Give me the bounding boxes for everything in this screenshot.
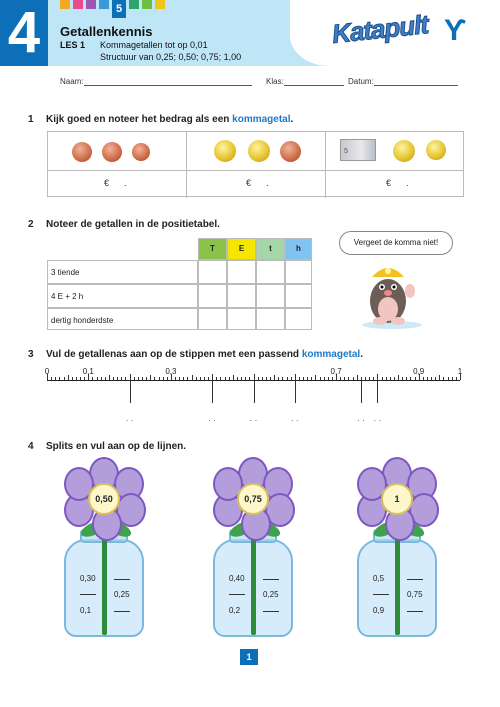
number-line-tick xyxy=(138,377,139,380)
flower-center-value: 0,50 xyxy=(88,483,120,515)
question-text: Kijk goed en noteer het bedrag als een xyxy=(46,114,230,125)
number-line-tick xyxy=(233,375,234,380)
lesson-tab: 5 xyxy=(112,0,126,18)
coin-icon xyxy=(132,143,150,161)
number-line-tick xyxy=(386,377,387,380)
number-line-tick xyxy=(398,375,399,380)
speech-bubble: Vergeet de komma niet! xyxy=(339,231,453,255)
page-header xyxy=(0,0,500,66)
lesson-subtitle-2: Structuur van 0,25; 0,50; 0,75; 1,00 xyxy=(100,52,242,62)
number-line-tick xyxy=(443,377,444,380)
answer-line[interactable] xyxy=(114,606,130,612)
number-line-tick xyxy=(97,377,98,380)
number-line-arrow xyxy=(212,381,213,403)
number-line-arrow xyxy=(361,381,362,403)
number-line-tick xyxy=(204,377,205,380)
position-answer-cell[interactable] xyxy=(256,308,285,330)
number-line-tick xyxy=(72,377,73,380)
number-line-label: 0,1 xyxy=(82,367,94,376)
flower-vase xyxy=(205,461,301,646)
answer-line[interactable] xyxy=(80,589,96,595)
number-line-tick xyxy=(274,375,275,380)
answer-line[interactable] xyxy=(263,574,279,580)
question-number: 1 xyxy=(28,114,34,125)
position-answer-cell[interactable] xyxy=(198,284,227,308)
answer-dots[interactable]: . . xyxy=(125,413,134,423)
flower-center-value: 1 xyxy=(381,483,413,515)
mole-mascot-icon xyxy=(358,257,426,329)
number-line-tick xyxy=(340,377,341,380)
split-value-top: 0,5 xyxy=(373,574,385,583)
position-answer-cell[interactable] xyxy=(256,260,285,284)
position-header: h xyxy=(285,238,312,260)
question-text: Noteer de getallen in de positietabel. xyxy=(46,219,220,230)
number-line-tick xyxy=(382,377,383,380)
punctuation: . xyxy=(290,114,294,125)
number-line-tick xyxy=(154,377,155,380)
number-line-tick xyxy=(245,377,246,380)
number-line-tick xyxy=(291,377,292,380)
lesson-tab xyxy=(60,0,70,9)
date-label: Datum: xyxy=(348,77,374,86)
number-line-tick xyxy=(159,377,160,380)
number-line-tick xyxy=(208,377,209,380)
number-line-tick xyxy=(266,377,267,380)
number-line-tick xyxy=(439,375,440,380)
split-value-bottom: 0,9 xyxy=(373,606,385,615)
question-number: 2 xyxy=(28,219,34,230)
number-line-tick xyxy=(229,377,230,380)
split-value-mid: 0,75 xyxy=(407,590,423,599)
question-2 xyxy=(28,219,220,230)
number-line-tick xyxy=(237,377,238,380)
number-line-tick xyxy=(348,377,349,380)
page-title: Getallenkennis xyxy=(60,24,153,39)
number-line-tick xyxy=(109,375,110,380)
number-line-tick xyxy=(68,375,69,380)
number-line-tick xyxy=(415,377,416,380)
name-label: Naam: xyxy=(60,77,84,86)
number-line-tick xyxy=(452,377,453,380)
number-line-tick xyxy=(390,377,391,380)
position-answer-cell[interactable] xyxy=(227,308,256,330)
position-answer-cell[interactable] xyxy=(227,260,256,284)
keyword: kommagetal xyxy=(301,349,361,360)
number-line-tick xyxy=(353,377,354,380)
keyword: kommagetal xyxy=(232,114,291,125)
answer-line[interactable] xyxy=(407,606,423,612)
class-field[interactable] xyxy=(266,77,344,86)
position-answer-cell[interactable] xyxy=(198,260,227,284)
position-header: T xyxy=(198,238,227,260)
answer-line[interactable] xyxy=(263,606,279,612)
number-line-tick xyxy=(258,377,259,380)
number-line-tick xyxy=(167,377,168,380)
number-line-tick xyxy=(59,377,60,380)
euro-answer-1[interactable]: € . xyxy=(104,178,127,188)
coin-icon xyxy=(393,140,415,162)
lesson-tab xyxy=(73,0,83,9)
answer-line[interactable] xyxy=(114,574,130,580)
number-line-tick xyxy=(51,377,52,380)
number-line-tick xyxy=(410,377,411,380)
number-line-tick xyxy=(377,374,378,380)
split-value-top: 0,40 xyxy=(229,574,245,583)
position-answer-cell[interactable] xyxy=(227,284,256,308)
number-line-tick xyxy=(299,377,300,380)
slingshot-icon: Ƴ xyxy=(444,14,468,47)
number-line-tick xyxy=(295,374,296,380)
number-line-tick xyxy=(125,377,126,380)
lesson-tab xyxy=(129,0,139,9)
name-field[interactable] xyxy=(60,77,252,86)
number-line-tick xyxy=(200,377,201,380)
number-line-tick xyxy=(448,377,449,380)
chapter-number: 4 xyxy=(7,0,41,65)
position-answer-cell[interactable] xyxy=(285,308,312,330)
number-line-tick xyxy=(130,374,131,380)
number-line-tick xyxy=(183,377,184,380)
question-number: 4 xyxy=(28,441,34,452)
position-answer-cell[interactable] xyxy=(285,260,312,284)
answer-line[interactable] xyxy=(229,589,245,595)
number-line-tick xyxy=(262,377,263,380)
class-label: Klas: xyxy=(266,77,284,86)
question-text: Splits en vul aan op de lijnen. xyxy=(46,441,187,452)
position-answer-cell[interactable] xyxy=(285,284,312,308)
answer-dots[interactable]: . . xyxy=(249,413,258,423)
punctuation: . xyxy=(360,349,363,360)
number-line-tick xyxy=(456,377,457,380)
number-line-tick xyxy=(278,377,279,380)
coin-icon xyxy=(102,142,122,162)
number-line-tick xyxy=(361,377,362,380)
question-text: Vul de getallenas aan op de stippen met een passend xyxy=(46,349,300,360)
answer-dots[interactable]: . . xyxy=(291,413,299,423)
number-line-tick xyxy=(287,377,288,380)
number-line-tick xyxy=(241,377,242,380)
number-line-tick xyxy=(332,377,333,380)
position-row-label: 3 tiende xyxy=(47,260,198,284)
number-line-tick xyxy=(406,377,407,380)
number-line-tick xyxy=(76,377,77,380)
split-value-mid: 0,25 xyxy=(114,590,130,599)
coin-icon xyxy=(214,140,236,162)
number-line-tick xyxy=(220,377,221,380)
position-row-label: 4 E + 2 h xyxy=(47,284,198,308)
number-line-tick xyxy=(142,377,143,380)
euro-answer-2[interactable]: € . xyxy=(246,178,269,188)
answer-dots[interactable]: . . xyxy=(373,413,382,423)
number-line-tick xyxy=(311,377,312,380)
number-line-tick xyxy=(369,377,370,380)
number-line-label: 0,3 xyxy=(165,367,177,376)
number-line-tick xyxy=(423,377,424,380)
lesson-tab xyxy=(142,0,152,9)
lesson-tabs xyxy=(60,0,165,18)
number-line-tick xyxy=(134,377,135,380)
split-value-top: 0,30 xyxy=(80,574,96,583)
number-line-tick xyxy=(163,377,164,380)
coin-icon xyxy=(248,140,270,162)
answer-dots[interactable]: . . xyxy=(208,413,216,423)
euro-answer-3[interactable]: € . xyxy=(386,178,409,188)
number-line-tick xyxy=(105,377,106,380)
number-line-tick xyxy=(84,377,85,380)
number-line-arrow xyxy=(130,381,131,403)
number-line-tick xyxy=(187,377,188,380)
number-line-tick xyxy=(196,377,197,380)
position-answer-cell[interactable] xyxy=(256,284,285,308)
number-line-tick xyxy=(315,375,316,380)
number-line-tick xyxy=(80,377,81,380)
number-line-tick xyxy=(344,377,345,380)
number-line-tick xyxy=(431,377,432,380)
number-line-label: 0,9 xyxy=(413,367,425,376)
number-line-arrow xyxy=(254,381,255,403)
number-line-tick xyxy=(270,377,271,380)
number-line-arrow xyxy=(295,381,296,403)
number-line-label: 0 xyxy=(44,367,50,376)
number-line-tick xyxy=(249,377,250,380)
number-line-tick xyxy=(113,377,114,380)
number-line-tick xyxy=(328,377,329,380)
position-header: t xyxy=(256,238,285,260)
number-line-tick xyxy=(212,374,213,380)
question-4 xyxy=(28,441,186,452)
number-line-tick xyxy=(427,377,428,380)
lesson-subtitle-1: Kommagetallen tot op 0,01 xyxy=(100,40,208,50)
number-line-tick xyxy=(216,377,217,380)
number-line-tick xyxy=(92,377,93,380)
number-line-tick xyxy=(175,377,176,380)
number-line-tick xyxy=(435,377,436,380)
number-line-tick xyxy=(402,377,403,380)
number-line-label: 0,7 xyxy=(330,367,342,376)
number-line-tick xyxy=(373,377,374,380)
number-line-arrow xyxy=(377,381,378,403)
number-line-tick xyxy=(225,377,226,380)
number-line-tick xyxy=(357,375,358,380)
flower-center-value: 0,75 xyxy=(237,483,269,515)
katapult-logo: Katapult xyxy=(330,9,430,49)
coin-icon xyxy=(72,142,92,162)
number-line-tick xyxy=(55,377,56,380)
question-number: 3 xyxy=(28,349,34,360)
number-line-tick xyxy=(320,377,321,380)
number-line-tick xyxy=(146,377,147,380)
flower-vase xyxy=(349,461,445,646)
coin-icon xyxy=(426,140,446,160)
position-header: E xyxy=(227,238,256,260)
number-line-tick xyxy=(303,377,304,380)
number-line-tick xyxy=(282,377,283,380)
number-line-tick xyxy=(121,377,122,380)
answer-line[interactable] xyxy=(407,574,423,580)
money-table xyxy=(47,131,464,197)
position-answer-cell[interactable] xyxy=(198,308,227,330)
lesson-tab xyxy=(155,0,165,9)
number-line-tick xyxy=(101,377,102,380)
banknote-icon: 5 xyxy=(340,139,376,161)
number-line-tick xyxy=(324,377,325,380)
lesson-label: LES 1 xyxy=(60,40,86,50)
number-line-tick xyxy=(365,377,366,380)
number-line-tick xyxy=(307,377,308,380)
flower-vase xyxy=(56,461,152,646)
position-row-label: dertig honderdste xyxy=(47,308,198,330)
number-line-tick xyxy=(254,374,255,380)
answer-dots[interactable]: . . xyxy=(357,413,365,423)
question-3 xyxy=(28,349,363,360)
question-1 xyxy=(28,114,293,125)
lesson-tab xyxy=(86,0,96,9)
number-line-tick xyxy=(394,377,395,380)
split-value-bottom: 0,2 xyxy=(229,606,241,615)
number-line-tick xyxy=(117,377,118,380)
number-line-label: 1 xyxy=(457,367,463,376)
split-value-mid: 0,25 xyxy=(263,590,279,599)
number-line-tick xyxy=(64,377,65,380)
lesson-tab xyxy=(99,0,109,9)
page-number: 1 xyxy=(240,649,258,665)
number-line-tick xyxy=(192,375,193,380)
answer-line[interactable] xyxy=(373,589,389,595)
date-field[interactable] xyxy=(348,77,458,86)
coin-icon xyxy=(280,141,301,162)
split-value-bottom: 0,1 xyxy=(80,606,92,615)
number-line-tick xyxy=(150,375,151,380)
number-line-tick xyxy=(179,377,180,380)
